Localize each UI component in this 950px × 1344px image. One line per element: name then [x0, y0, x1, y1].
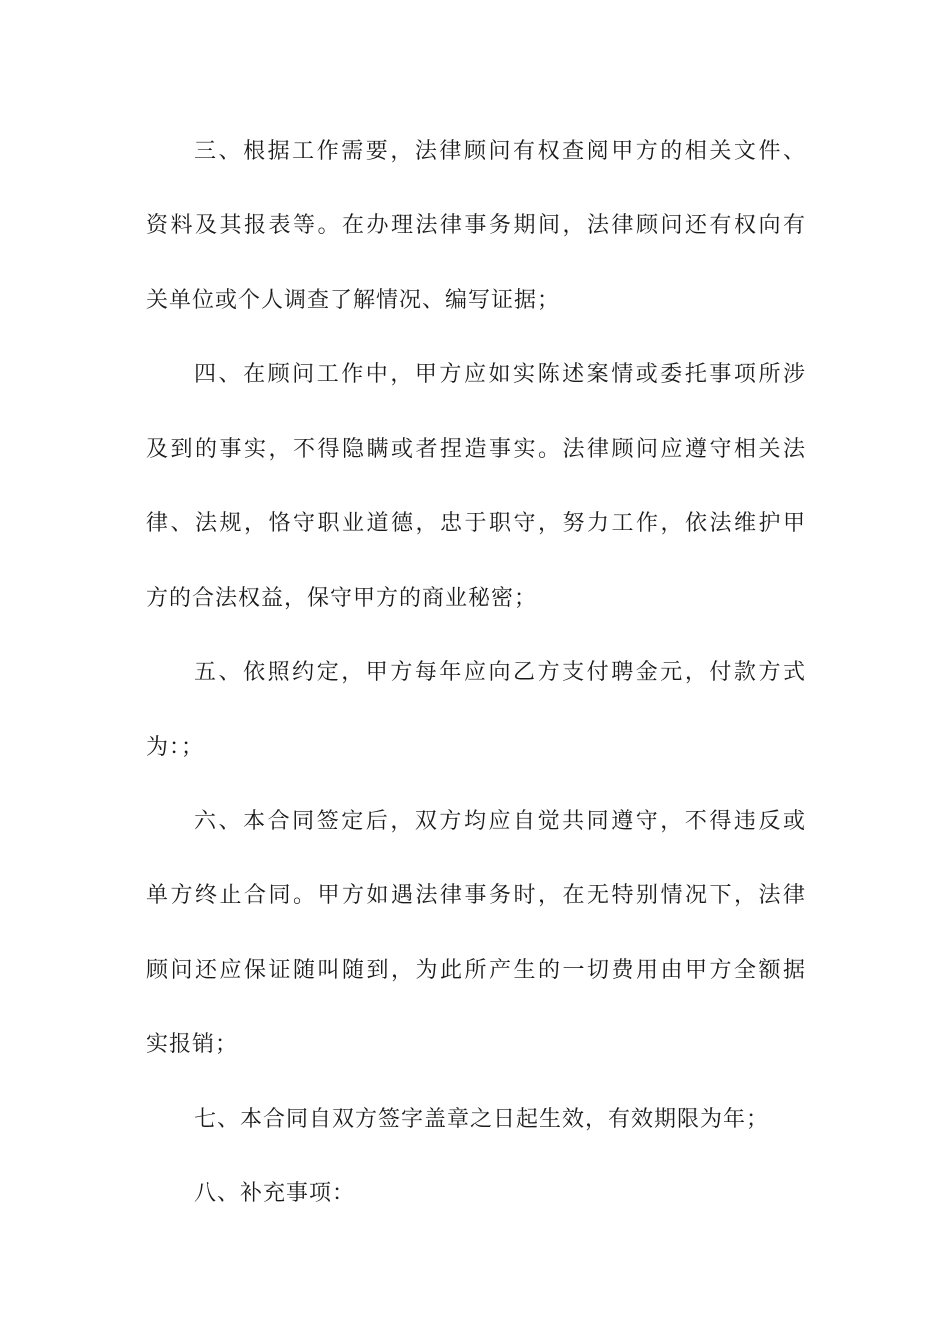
- clause-4-line-1: 四、在顾问工作中，甲方应如实陈述案情或委托事项所涉: [194, 362, 806, 387]
- clause-3-line-2: 资料及其报表等。在办理法律事务期间，法律顾问还有权向有: [146, 213, 806, 238]
- clause-5-line-2: 为：；: [146, 735, 205, 760]
- clause-3-line-3: 关单位或个人调查了解情况、编写证据；: [146, 288, 561, 313]
- clause-4-line-4: 方的合法权益，保守甲方的商业秘密；: [146, 586, 538, 611]
- clause-7-line-1: 七、本合同自双方签字盖章之日起生效，有效期限为年；: [194, 1107, 770, 1132]
- clause-6-line-2: 单方终止合同。甲方如遇法律事务时，在无特别情况下，法律: [146, 883, 806, 908]
- clause-3-line-1: 三、根据工作需要，法律顾问有权查阅甲方的相关文件、: [194, 139, 806, 164]
- clause-8-line-1: 八、补充事项：: [194, 1181, 356, 1206]
- clause-5-line-1: 五、依照约定，甲方每年应向乙方支付聘金元，付款方式: [194, 660, 806, 685]
- clause-4-line-2: 及到的事实，不得隐瞒或者捏造事实。法律顾问应遵守相关法: [146, 437, 806, 462]
- clause-6-line-4: 实报销；: [146, 1032, 239, 1057]
- clause-6-line-3: 顾问还应保证随叫随到，为此所产生的一切费用由甲方全额据: [146, 958, 806, 983]
- clause-6-line-1: 六、本合同签定后，双方均应自觉共同遵守，不得违反或: [194, 809, 806, 834]
- clause-4-line-3: 律、法规，恪守职业道德，忠于职守，努力工作，依法维护甲: [146, 511, 806, 536]
